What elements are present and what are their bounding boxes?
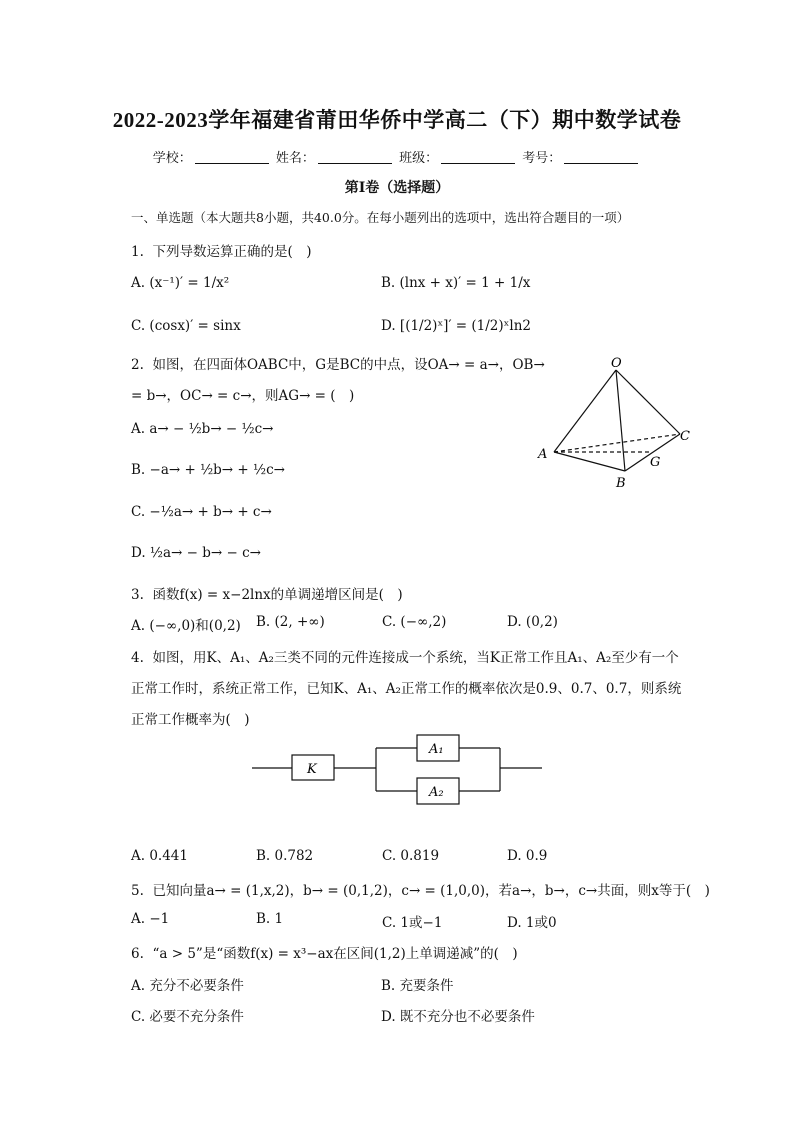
question-number: 3. (131, 587, 144, 603)
q6-option-c: C. 必要不充分条件 (131, 1009, 244, 1025)
q1-option-a: A. (x⁻¹)′ = 1/x² (131, 275, 230, 291)
exam-no-label: 考号： (522, 151, 562, 166)
name-blank[interactable] (318, 150, 392, 164)
q6-option-a: A. 充分不必要条件 (131, 978, 244, 994)
q2-option-a: A. a→ − ½b→ − ½c→ (131, 421, 274, 437)
circuit-figure (250, 728, 550, 810)
question-2-line-2: = b→，OC→ = c→，则AG→ = ( ) (131, 388, 355, 404)
question-stem: “a > 5”是“函数f(x) = x³−ax在区间(1,2)上单调递减”的( ) (152, 946, 518, 962)
label-a: A (538, 447, 548, 462)
question-5 (131, 879, 710, 899)
q2-option-c: C. −½a→ + b→ + c→ (131, 504, 272, 520)
edge-oc (616, 370, 680, 434)
volume-heading: 第I卷（选择题） (344, 180, 450, 196)
q2-option-d: D. ½a→ − b→ − c→ (131, 545, 261, 561)
q5-option-d: D. 1或0 (507, 915, 557, 931)
label-k: K (307, 762, 317, 777)
question-stem: 如图，在四面体OABC中，G是BC的中点，设OA→ = a→，OB→ (152, 357, 545, 373)
question-stem: 函数f(x) = x−2lnx的单调递增区间是( ) (152, 587, 403, 603)
question-stem: 已知向量a→ = (1,x,2)，b→ = (0,1,2)，c→ = (1,0,0)，若a→，b→，c→共面，则x等于( ) (152, 883, 710, 899)
q1-option-c: C. (cosx)′ = sinx (131, 318, 241, 334)
question-3 (131, 583, 403, 603)
class-label: 班级： (399, 151, 439, 166)
page-title: 2022-2023学年福建省莆田华侨中学高二（下）期中数学试卷 (112, 108, 682, 132)
q1-option-d: D. [(1/2)ˣ]′ = (1/2)ˣln2 (381, 318, 531, 334)
school-blank[interactable] (195, 150, 269, 164)
q5-option-c: C. 1或−1 (382, 915, 443, 931)
label-o: O (611, 356, 622, 371)
q3-option-a: A. (−∞,0)和(0,2) (131, 618, 241, 634)
q5-option-a: A. −1 (131, 911, 170, 927)
q4-option-d: D. 0.9 (507, 848, 548, 864)
question-number: 5. (131, 883, 144, 899)
q4-option-c: C. 0.819 (382, 848, 440, 864)
label-a2: A₂ (429, 785, 444, 800)
edge-ac (554, 434, 680, 452)
school-label: 学校： (152, 151, 192, 166)
question-number: 2. (131, 357, 144, 373)
name-label: 姓名： (275, 151, 315, 166)
edge-ob (616, 370, 625, 471)
question-4-line-3: 正常工作概率为( ) (131, 712, 250, 728)
question-4-line-2: 正常工作时，系统正常工作，已知K、A₁、A₂正常工作的概率依次是0.9、0.7、0.7，则系统 (131, 681, 682, 697)
question-1 (131, 240, 312, 260)
edge-ab (554, 452, 625, 471)
question-2-line-1 (131, 353, 545, 373)
label-a1: A₁ (429, 742, 444, 757)
q5-option-b: B. 1 (256, 911, 284, 927)
q4-option-a: A. 0.441 (131, 848, 188, 864)
question-6 (131, 942, 518, 962)
q2-option-b: B. −a→ + ½b→ + ½c→ (131, 462, 285, 478)
question-stem: 如图，用K、A₁、A₂三类不同的元件连接成一个系统，当K正常工作且A₁、A₂至少有一个 (152, 650, 679, 666)
section-heading: 一、单选题（本大题共8小题，共40.0分。在每小题列出的选项中，选出符合题目的一项） (131, 210, 630, 225)
question-number: 6. (131, 946, 144, 962)
question-stem: 下列导数运算正确的是( ) (152, 244, 312, 260)
q3-option-c: C. (−∞,2) (382, 614, 447, 630)
label-b: B (616, 476, 626, 491)
question-number: 4. (131, 650, 144, 666)
q4-option-b: B. 0.782 (256, 848, 314, 864)
q6-option-b: B. 充要条件 (381, 978, 454, 994)
q3-option-b: B. (2, +∞) (256, 614, 325, 630)
tetrahedron-figure (530, 352, 700, 492)
class-blank[interactable] (441, 150, 515, 164)
q1-option-b: B. (lnx + x)′ = 1 + 1/x (381, 275, 531, 291)
question-4-line-1 (131, 646, 679, 666)
edge-oa (554, 370, 616, 452)
student-info-line (0, 147, 794, 166)
q3-option-d: D. (0,2) (507, 614, 558, 630)
question-number: 1. (131, 244, 144, 260)
exam-no-blank[interactable] (564, 150, 638, 164)
q6-option-d: D. 既不充分也不必要条件 (381, 1009, 535, 1025)
label-c: C (680, 429, 690, 444)
label-g: G (650, 455, 661, 470)
